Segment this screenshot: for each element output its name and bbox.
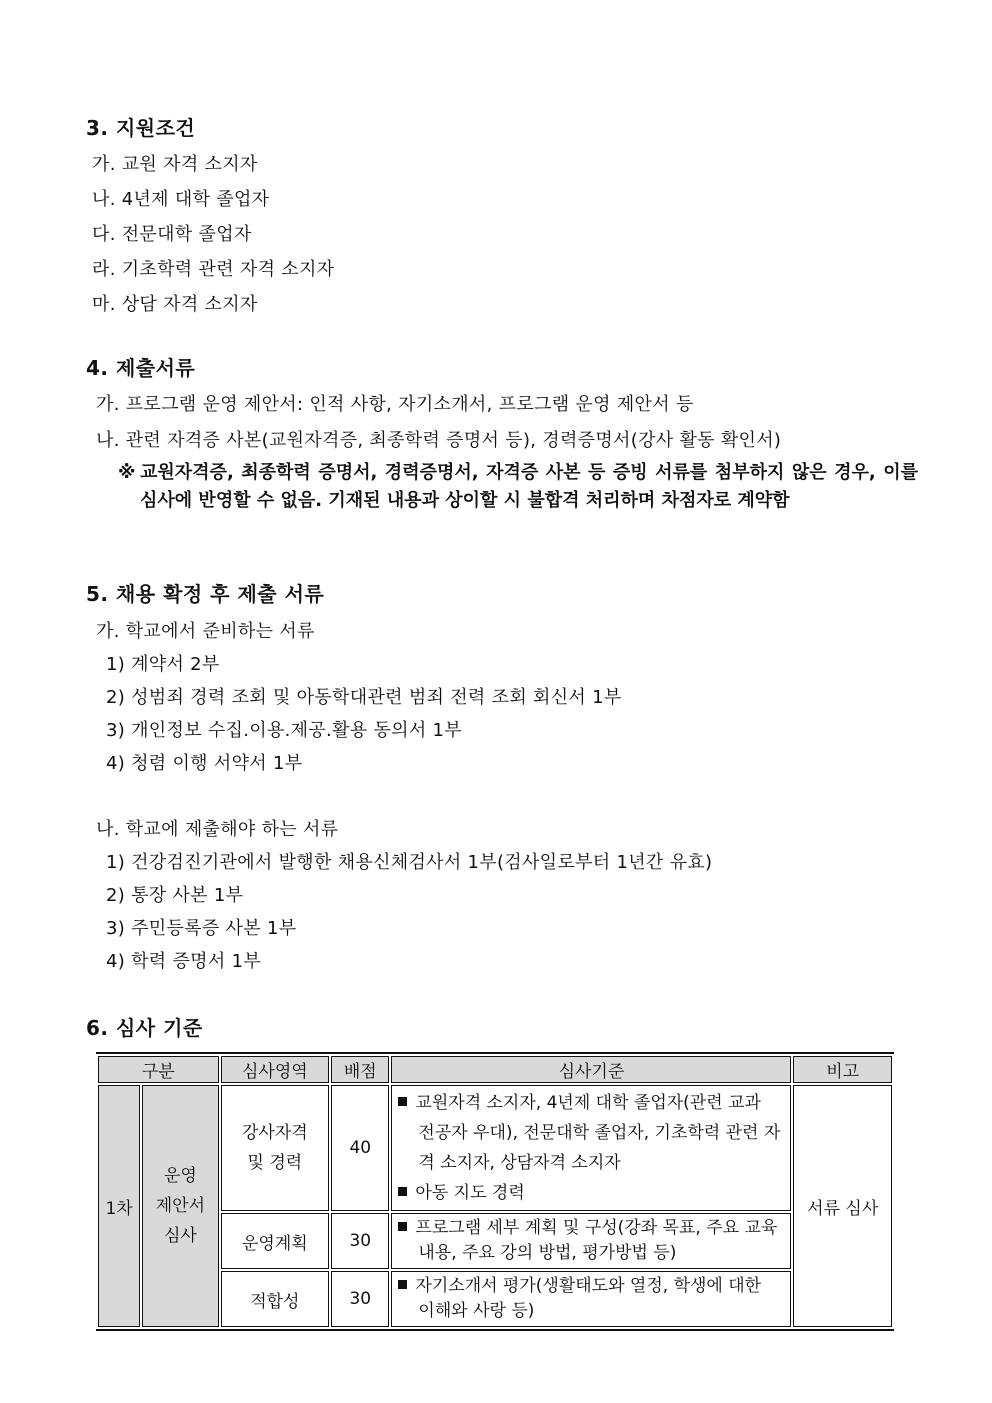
section-3-item: 가. 교원 자격 소지자	[92, 154, 258, 175]
header-criteria: 심사기준	[391, 1056, 791, 1083]
notice-text: 교원자격증, 최종학력 증명서, 경력증명서, 자격증 사본 등 증빙 서류를 첨부하지 않은 경우, 이를 심사에 반영할 수 없음. 기재된 내용과 상이할 시 불합격 처리하며 차점자로 계약함	[140, 462, 918, 511]
header-score: 배점	[331, 1056, 389, 1083]
notice-note	[118, 459, 918, 515]
category-line: 운영	[163, 1166, 197, 1186]
score-cell: 40	[331, 1085, 389, 1211]
group-a-label: 가. 학교에서 준비하는 서류	[96, 621, 315, 642]
group-b-label: 나. 학교에 제출해야 하는 서류	[96, 819, 339, 840]
score-cell: 30	[331, 1213, 389, 1269]
area-cell	[221, 1085, 330, 1211]
area-line: 강사자격	[242, 1123, 308, 1143]
criteria-text: 자기소개서 평가(생활태도와 열정, 학생에 대한 이해와 사랑 등)	[415, 1276, 762, 1321]
category-cell	[142, 1085, 218, 1327]
criteria-text: 교원자격 소지자, 4년제 대학 졸업자(관련 교과 전공자 우대), 전문대학 졸업자, 기초학력 관련 자격 소지자, 상담자격 소지자	[415, 1093, 781, 1173]
group-a-item: 4) 청렴 이행 서약서 1부	[106, 753, 303, 774]
group-b-item: 1) 건강검진기관에서 발행한 채용신체검사서 1부(검사일로부터 1년간 유효)	[106, 852, 713, 873]
score-cell: 30	[331, 1271, 389, 1327]
criteria-bullet	[398, 1178, 782, 1208]
remark-cell: 서류 심사	[793, 1085, 892, 1327]
section-4-item: 나. 관련 자격증 사본(교원자격증, 최종학력 증명서 등), 경력증명서(강사 활동 확인서)	[96, 430, 782, 451]
section-5-title: 5. 채용 확정 후 제출 서류	[86, 582, 325, 606]
criteria-cell	[391, 1085, 791, 1211]
header-area: 심사영역	[221, 1056, 330, 1083]
stage-cell: 1차	[98, 1085, 140, 1327]
header-category: 구분	[98, 1056, 219, 1083]
criteria-cell	[391, 1213, 791, 1269]
section-4-title: 4. 제출서류	[86, 356, 196, 380]
header-remark: 비고	[793, 1056, 892, 1083]
square-bullet-icon	[398, 1222, 407, 1231]
criteria-cell	[391, 1271, 791, 1327]
area-line: 및 경력	[247, 1153, 303, 1173]
group-a-item: 3) 개인정보 수집.이용.제공.활용 동의서 1부	[106, 720, 462, 741]
criteria-bullet	[398, 1216, 782, 1266]
group-b-item: 4) 학력 증명서 1부	[106, 951, 262, 972]
section-3-item: 다. 전문대학 졸업자	[92, 224, 252, 245]
area-cell: 적합성	[221, 1271, 330, 1327]
square-bullet-icon	[398, 1097, 407, 1106]
section-6-title: 6. 심사 기준	[86, 1016, 203, 1040]
reference-mark: ※	[118, 462, 136, 483]
table-header-row	[98, 1056, 892, 1083]
category-line: 심사	[163, 1226, 197, 1246]
criteria-text: 프로그램 세부 계획 및 구성(강좌 목표, 주요 교육 내용, 주요 강의 방법, 평가방법 등)	[415, 1218, 778, 1263]
square-bullet-icon	[398, 1280, 407, 1289]
section-3-title: 3. 지원조건	[86, 116, 196, 140]
criteria-bullet	[398, 1088, 782, 1178]
section-3-item: 마. 상담 자격 소지자	[92, 294, 258, 315]
section-4-item: 가. 프로그램 운영 제안서: 인적 사항, 자기소개서, 프로그램 운영 제안서 등	[96, 394, 694, 415]
criteria-bullet	[398, 1274, 782, 1324]
group-a-item: 2) 성범죄 경력 조회 및 아동학대관련 범죄 전력 조회 회신서 1부	[106, 687, 622, 708]
group-a-item: 1) 계약서 2부	[106, 654, 220, 675]
evaluation-criteria-table	[96, 1052, 894, 1331]
criteria-text: 아동 지도 경력	[415, 1183, 525, 1203]
area-cell: 운영계획	[221, 1213, 330, 1269]
group-b-item: 3) 주민등록증 사본 1부	[106, 918, 297, 939]
group-b-item: 2) 통장 사본 1부	[106, 885, 244, 906]
category-line: 제안서	[155, 1196, 206, 1216]
table-row	[98, 1085, 892, 1211]
section-3-item: 라. 기초학력 관련 자격 소지자	[92, 259, 335, 280]
square-bullet-icon	[398, 1187, 407, 1196]
section-3-item: 나. 4년제 대학 졸업자	[92, 189, 270, 210]
